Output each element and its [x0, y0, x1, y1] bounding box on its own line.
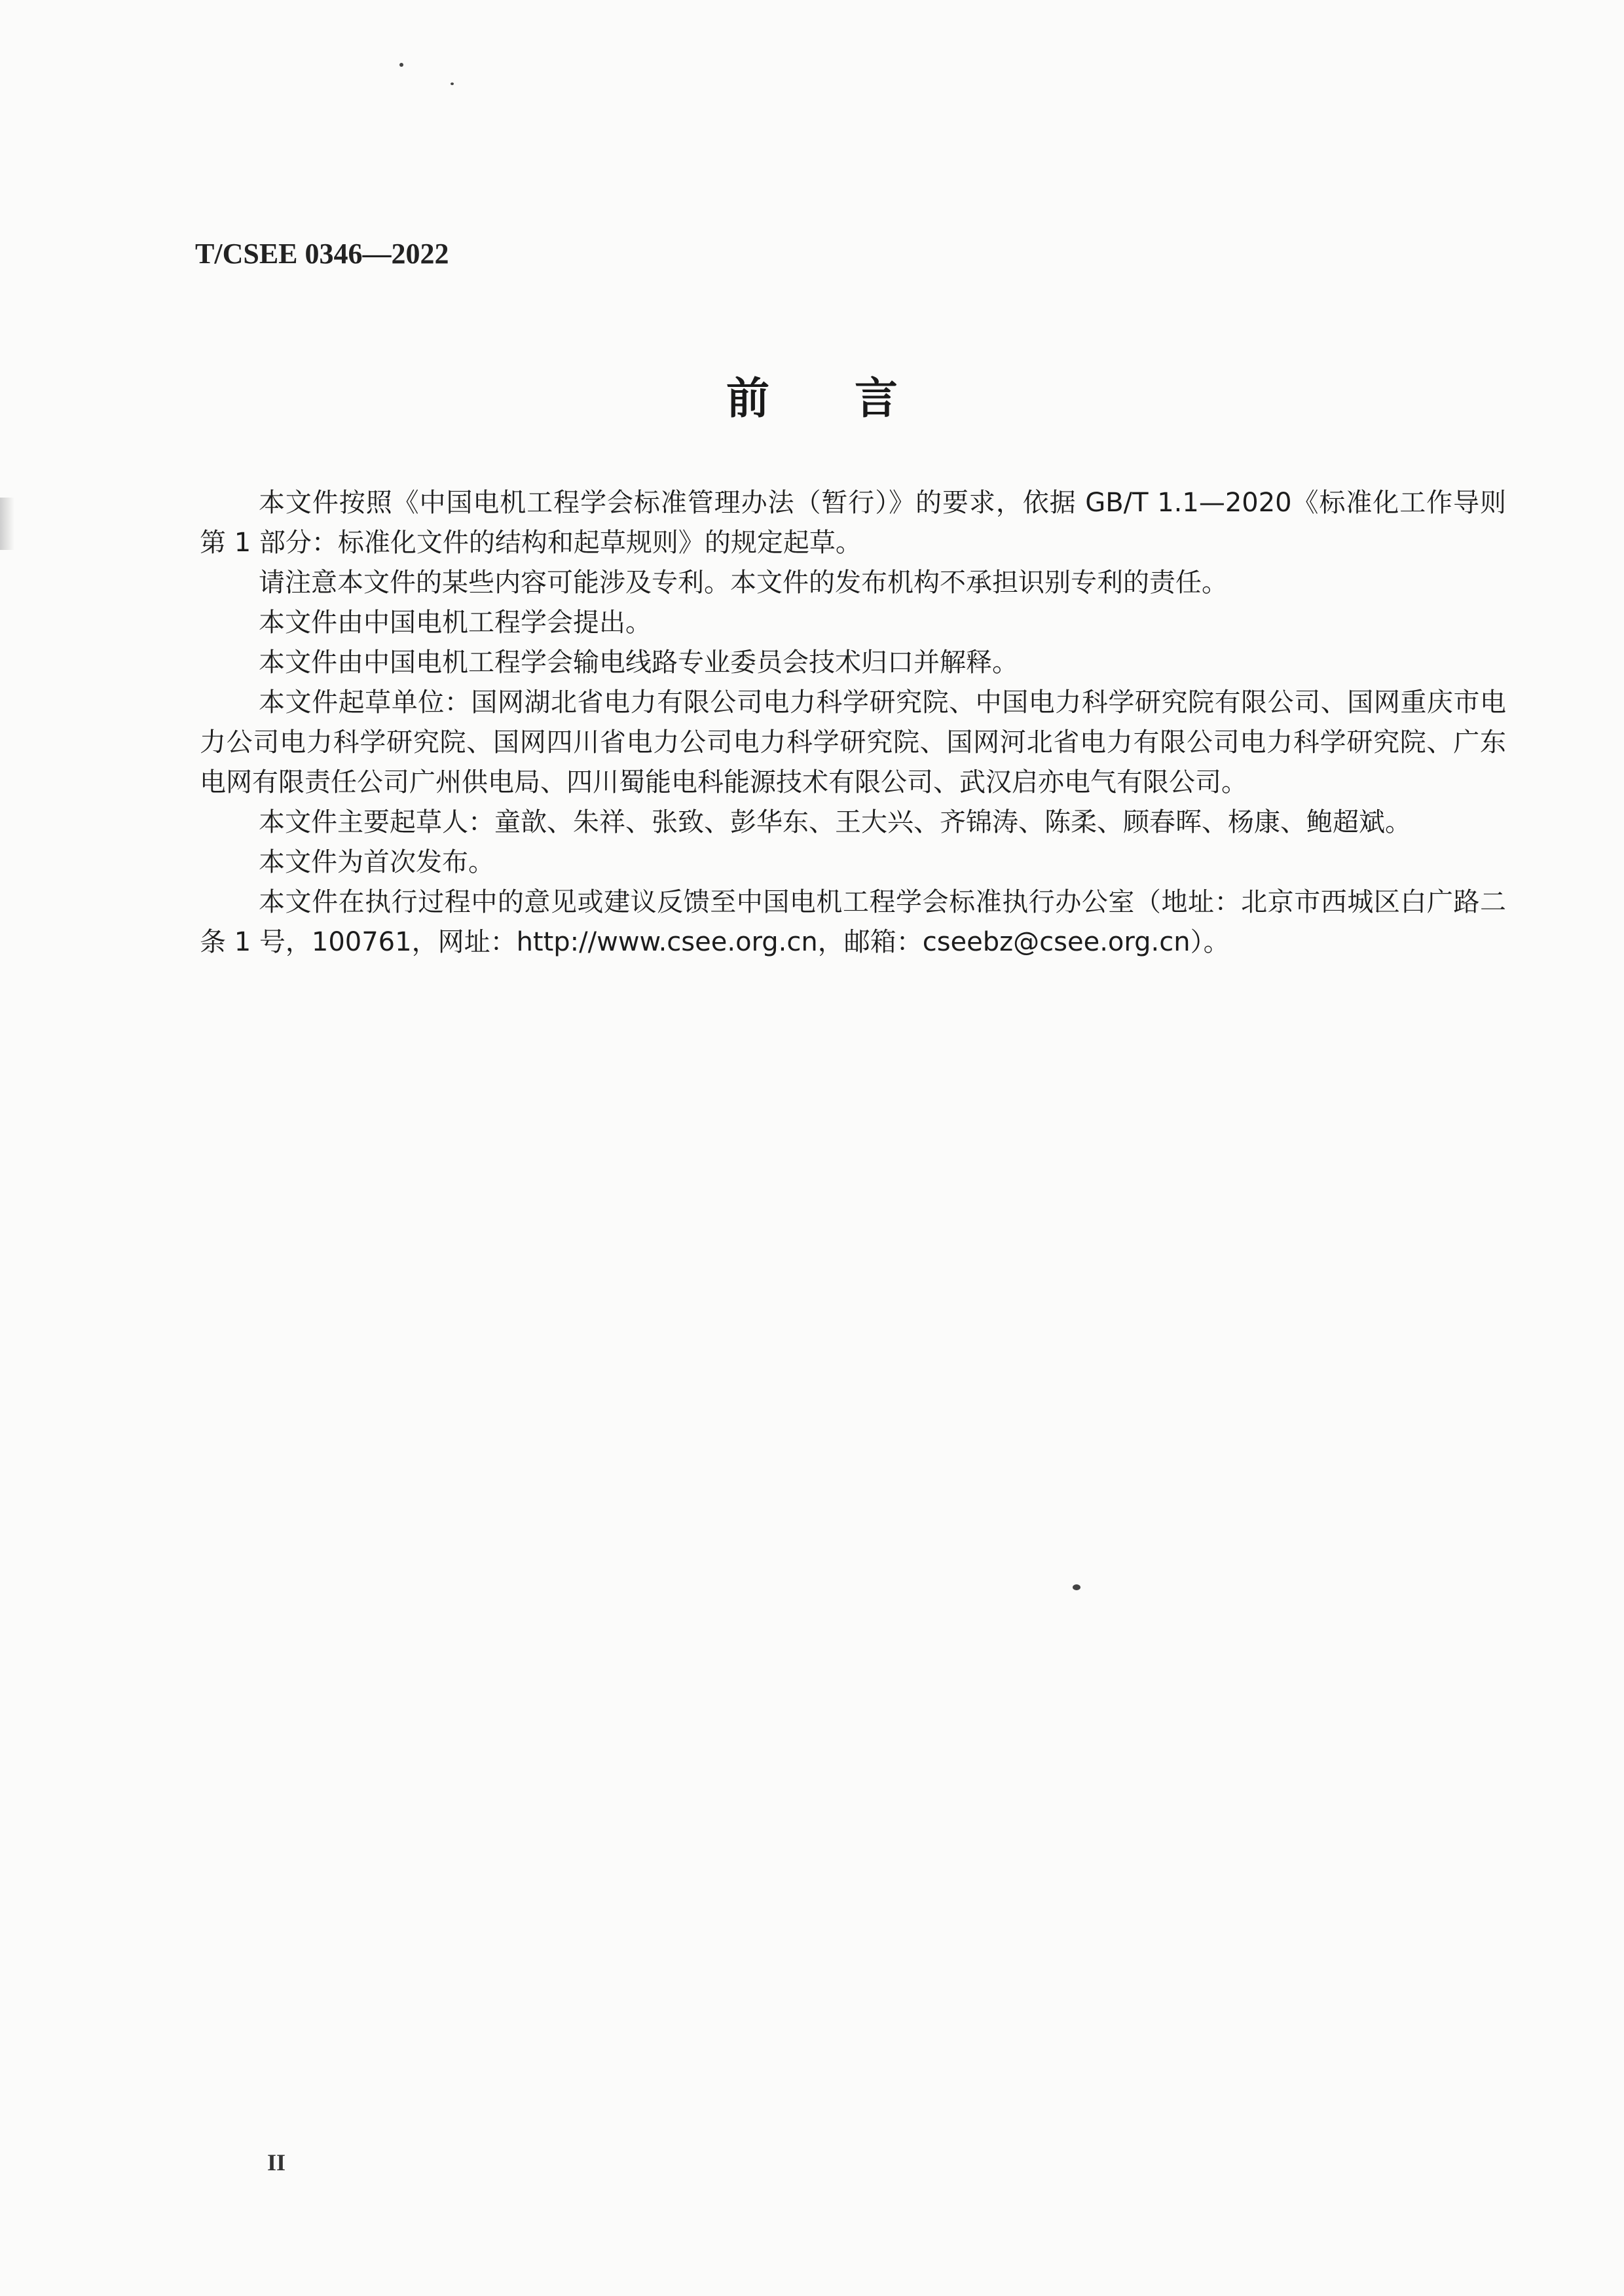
scan-speck: [1073, 1584, 1080, 1590]
scan-edge-mark: [0, 498, 14, 550]
page-title: 前言: [726, 373, 983, 424]
paragraph-feedback: 本文件在执行过程中的意见或建议反馈至中国电机工程学会标准执行办公室（地址：北京市西城区白广路二条 1 号，100761，网址：http://www.csee.org.cn，邮箱：cseebz@csee.org.cn）。: [200, 887, 1506, 957]
paragraph-drafting-basis: 本文件按照《中国电机工程学会标准管理办法（暂行）》的要求，依据 GB/T 1.1—2020《标准化工作导则 第 1 部分：标准化文件的结构和起草规则》的规定起草。: [200, 488, 1532, 558]
page-number: II: [267, 2149, 286, 2176]
paragraph-interpretation: 本文件由中国电机工程学会输电线路专业委员会技术归口并解释。: [259, 647, 1018, 678]
scan-speck: [399, 63, 403, 67]
scan-speck: [451, 82, 454, 85]
standard-code: T/CSEE 0346—2022: [195, 238, 449, 270]
paragraph-drafting-units: 本文件起草单位：国网湖北省电力有限公司电力科学研究院、中国电力科学研究院有限公司、国网重庆市电力公司电力科学研究院、国网四川省电力公司电力科学研究院、国网河北省电力有限公司电力科学研究院、广东电网有限责任公司广州供电局、四川蜀能电科能源技术有限公司、武汉启亦电气有限公司。: [200, 687, 1506, 797]
paragraph-drafters: 本文件主要起草人：童歆、朱祥、张致、彭华东、王大兴、齐锦涛、陈柔、顾春晖、杨康、鲍超斌。: [259, 807, 1411, 837]
paragraph-first-release: 本文件为首次发布。: [259, 847, 494, 877]
paragraph-patent-notice: 请注意本文件的某些内容可能涉及专利。本文件的发布机构不承担识别专利的责任。: [259, 568, 1228, 598]
foreword-body: [200, 483, 1532, 962]
paragraph-proposer: 本文件由中国电机工程学会提出。: [259, 608, 652, 638]
